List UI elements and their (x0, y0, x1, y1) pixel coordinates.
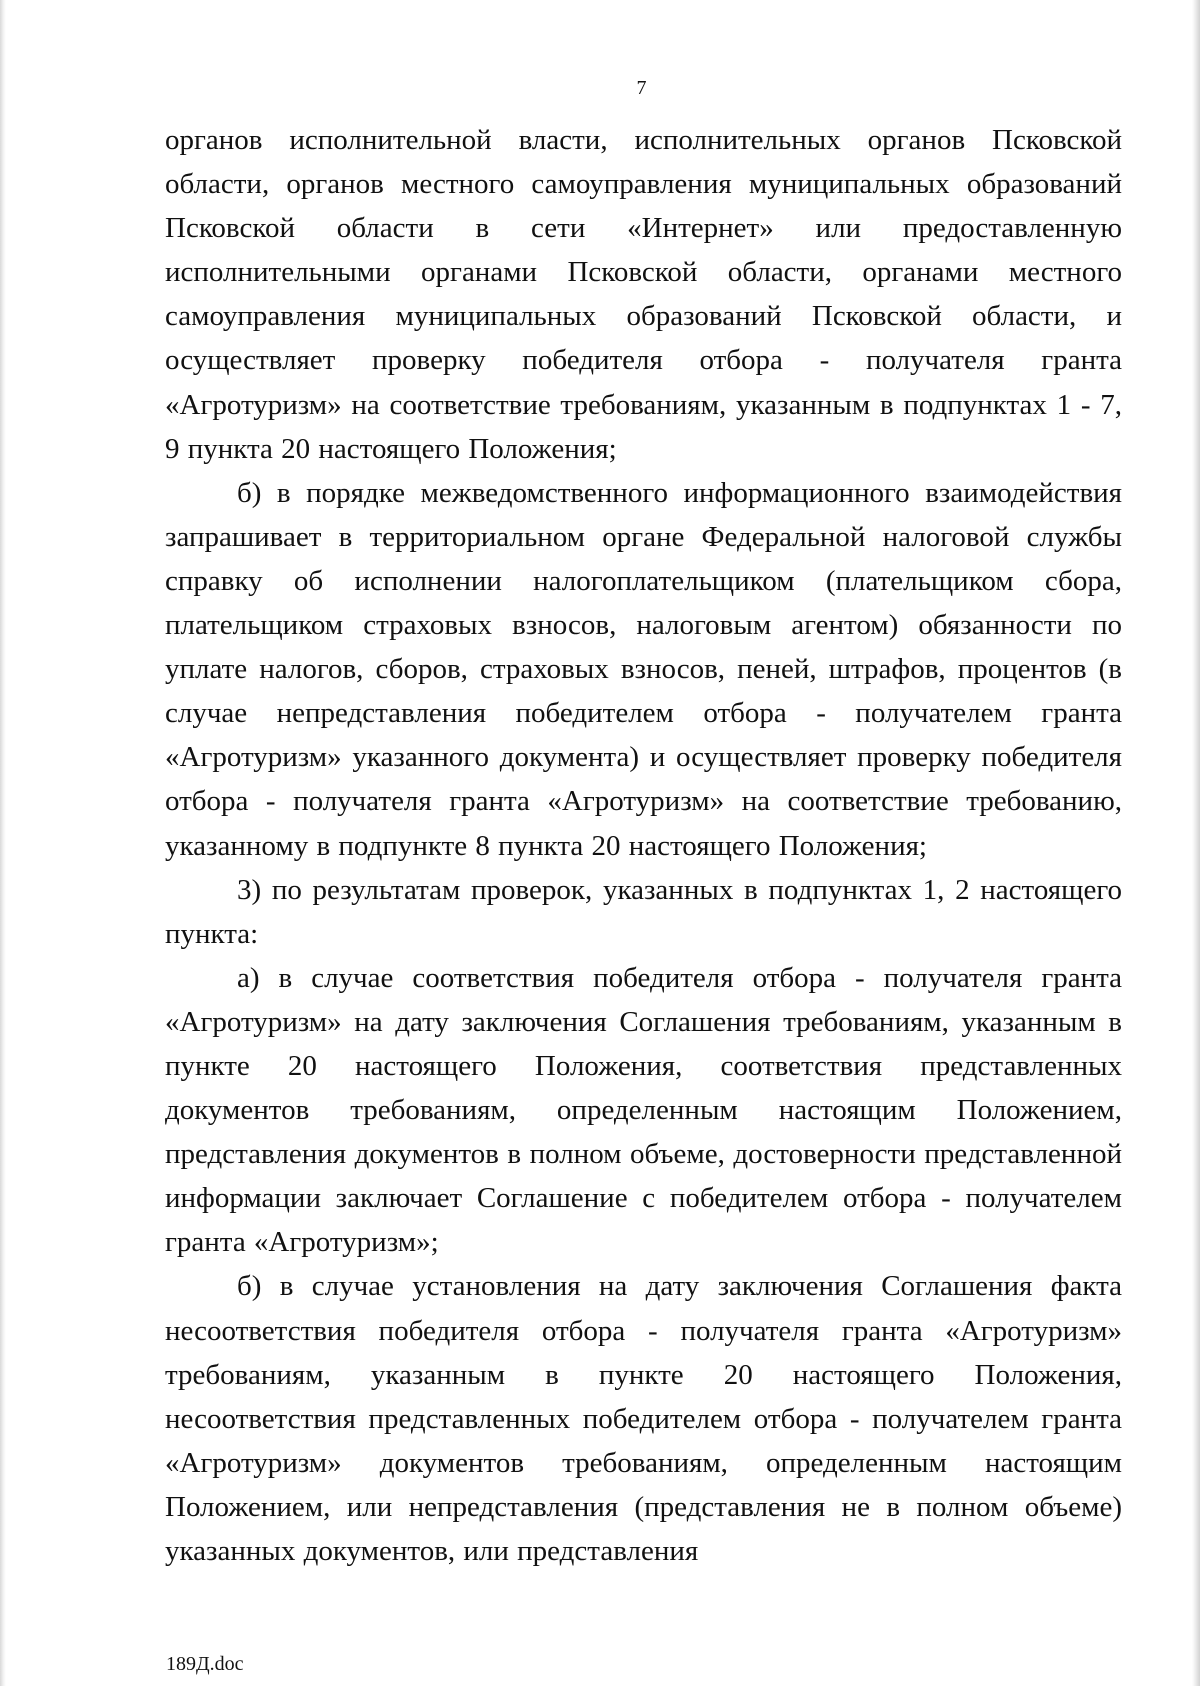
paragraph-item-3: 3) по результатам проверок, указанных в подпунктах 1, 2 настоящего пункта: (165, 873, 1122, 950)
scan-edge-right (1192, 0, 1200, 1686)
document-body (165, 118, 1122, 1573)
page-number: 7 (636, 77, 647, 99)
paragraph-subitem-a: а) в случае соответствия победителя отбора - получателя гранта «Агротуризм» на дату заключения Соглашения требованиям, указанным в пункте 20 настоящего Положения, соответствия представленных документов требованиям, определенным настоящим Положением, представления документов в полном объеме, достоверности представленной информации заключает Соглашение с победителем отбора - получателем гранта «Агротуризм»; (165, 961, 1122, 1259)
scan-edge-left (0, 0, 6, 1686)
paragraph-continuation: органов исполнительной власти, исполнительных органов Псковской области, органов местного самоуправления муниципальных образований Псковской области в сети «Интернет» или предоставленную исполнительными органами Псковской области, органами местного самоуправления муниципальных образований Псковской области, и осуществляет проверку победителя отбора - получателя гранта «Агротуризм» на соответствие требованиям, указанным в подпунктах 1 - 7, 9 пункта 20 настоящего Положения; (165, 124, 1122, 465)
file-name-footer: 189Д.doc (166, 1653, 244, 1675)
paragraph-subitem-b-refusal: б) в случае установления на дату заключения Соглашения факта несоответствия победителя отбора - получателя гранта «Агротуризм» требованиям, указанным в пункте 20 настоящего Положения, несоответствия представленных победителем отбора - получателем гранта «Агротуризм» документов требованиям, определенным настоящим Положением, или непредставления (представления не в полном объеме) указанных документов, или представления (165, 1270, 1122, 1567)
paragraph-subitem-b-request: б) в порядке межведомственного информационного взаимодействия запрашивает в территориальном органе Федеральной налоговой службы справку об исполнении налогоплательщиком (плательщиком сбора, плательщиком страховых взносов, налоговым агентом) обязанности по уплате налогов, сборов, страховых взносов, пеней, штрафов, процентов (в случае непредставления победителем отбора - получателем гранта «Агротуризм» указанного документа) и осуществляет проверку победителя отбора - получателя гранта «Агротуризм» на соответствие требованию, указанному в подпункте 8 пункта 20 настоящего Положения; (165, 476, 1122, 862)
